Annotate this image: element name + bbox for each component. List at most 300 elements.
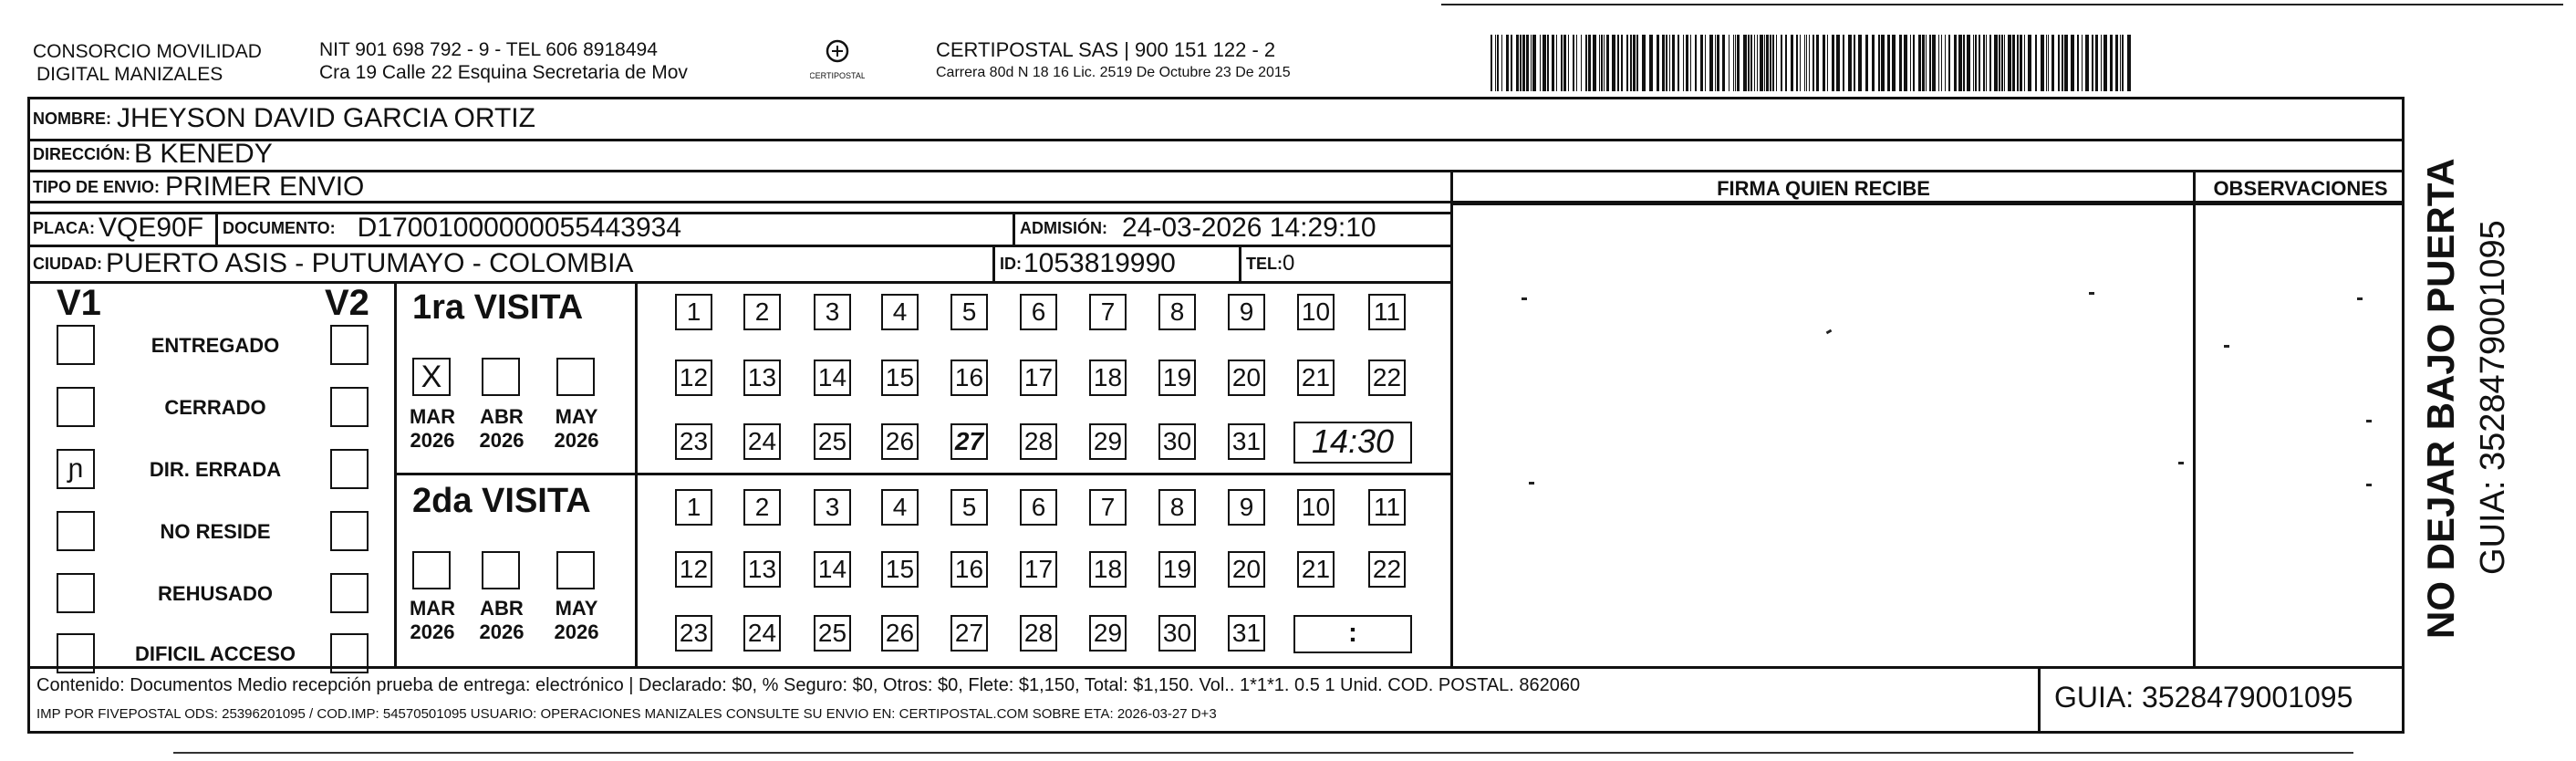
day-box-20[interactable]: 20: [1228, 360, 1265, 396]
day-box-2[interactable]: 2: [743, 489, 781, 526]
barcode-bar: [1743, 35, 1747, 91]
v1-checkbox[interactable]: ɲ: [57, 449, 95, 489]
day-box-11[interactable]: 11: [1368, 489, 1406, 526]
barcode-bar: [1994, 35, 1998, 91]
barcode-bar: [2064, 35, 2068, 91]
day-box-16[interactable]: 16: [950, 551, 988, 588]
company-line1: CONSORCIO MOVILIDAD: [33, 41, 262, 62]
field-placa: [33, 212, 203, 245]
footer-imp: IMP POR FIVEPOSTAL ODS: 25396201095 / COD.IMP: 54570501095 USUARIO: OPERACIONES MANIZALES CONSULTE SU ENVIO EN: CERTIPOSTAL.COM SOBRE ETA: 2026-03-27 D+3: [36, 706, 1217, 722]
visit1-title: 1ra VISITA: [412, 288, 584, 327]
barcode-bar: [1899, 35, 1902, 91]
day-box-24[interactable]: 24: [743, 423, 781, 460]
day-box-18[interactable]: 18: [1089, 360, 1127, 396]
barcode-icon: [1489, 35, 2138, 91]
barcode-bar: [1626, 35, 1628, 91]
barcode-bar: [1975, 35, 1977, 91]
day-box-5[interactable]: 5: [950, 489, 988, 526]
logo-icon: [810, 36, 865, 84]
month-name: ABR: [480, 405, 524, 428]
barcode-bar: [1904, 35, 1907, 91]
bottom-edge-line: [173, 752, 2353, 754]
month-label: [474, 597, 529, 644]
month-name: MAY: [555, 405, 598, 428]
day-box-8[interactable]: 8: [1158, 489, 1196, 526]
day-box-1[interactable]: 1: [675, 294, 712, 330]
day-box-13[interactable]: 13: [743, 551, 781, 588]
barcode-bar: [2028, 35, 2031, 91]
barcode-bar: [1547, 35, 1549, 91]
day-box-21[interactable]: 21: [1297, 360, 1335, 396]
barcode-bar: [2071, 35, 2074, 91]
barcode-bar: [1796, 35, 1798, 91]
visit2-time[interactable]: :: [1293, 615, 1412, 653]
barcode-bar: [1858, 35, 1862, 91]
footer-guia: GUIA: 3528479001095: [2054, 681, 2353, 714]
barcode-bar: [1776, 35, 1777, 91]
barcode-bar: [1599, 35, 1600, 91]
day-box-25[interactable]: 25: [814, 615, 851, 652]
barcode-bar: [1989, 35, 1991, 91]
tipo-label: TIPO DE ENVIO:: [33, 177, 161, 196]
barcode-bar: [1669, 35, 1670, 91]
day-box-22[interactable]: 22: [1368, 551, 1406, 588]
ciudad-label: CIUDAD:: [33, 254, 102, 273]
month-checkbox-mar[interactable]: X: [412, 358, 451, 396]
barcode-bar: [2004, 35, 2005, 91]
barcode-bar: [1806, 35, 1807, 91]
day-box-3[interactable]: 3: [814, 294, 851, 330]
barcode-bar: [1540, 35, 1541, 91]
barcode-bar: [2115, 35, 2118, 91]
day-box-8[interactable]: 8: [1158, 294, 1196, 330]
field-documento: [223, 212, 681, 245]
v1-checkbox[interactable]: [57, 511, 95, 551]
placa-value: VQE90F: [99, 213, 204, 243]
barcode-bar: [1770, 35, 1771, 91]
barcode-bar: [2035, 35, 2037, 91]
barcode-bar: [1954, 35, 1957, 91]
day-box-30[interactable]: 30: [1158, 615, 1196, 652]
barcode-bar: [1495, 35, 1496, 91]
row-divider: [394, 473, 1450, 475]
col-divider: [215, 212, 218, 245]
v2-checkbox[interactable]: [330, 449, 369, 489]
row-divider: [1450, 203, 2405, 205]
barcode-bar: [2001, 35, 2003, 91]
day-box-24[interactable]: 24: [743, 615, 781, 652]
row-divider: [27, 170, 2405, 172]
field-admision: [1020, 212, 1376, 245]
certipostal-logo: [810, 36, 865, 84]
day-box-31[interactable]: 31: [1228, 423, 1265, 460]
barcode-bar: [1617, 35, 1619, 91]
nombre-value: JHEYSON DAVID GARCIA ORTIZ: [117, 103, 535, 133]
v1-checkbox[interactable]: [57, 633, 95, 673]
day-box-1[interactable]: 1: [675, 489, 712, 526]
v2-checkbox[interactable]: [330, 633, 369, 673]
month-year: 2026: [554, 429, 599, 452]
month-year: 2026: [410, 429, 455, 452]
day-box-2[interactable]: 2: [743, 294, 781, 330]
barcode-bar: [1979, 35, 1980, 91]
barcode-bar: [1932, 35, 1936, 91]
barcode-bar: [1563, 35, 1566, 91]
nombre-label: NOMBRE:: [33, 109, 111, 128]
company-name: [33, 40, 262, 86]
day-box-11[interactable]: 11: [1368, 294, 1406, 330]
barcode-bar: [1781, 35, 1782, 91]
barcode-bar: [1542, 35, 1546, 91]
barcode-bar: [1772, 35, 1774, 91]
month-year: 2026: [410, 620, 455, 643]
barcode-bar: [1986, 35, 1987, 91]
barcode-bar: [1630, 35, 1632, 91]
barcode-bar: [1827, 35, 1828, 91]
placa-label: PLACA:: [33, 218, 95, 237]
top-edge-line: [1441, 4, 2563, 5]
v1-header: V1: [57, 283, 101, 323]
barcode-bar: [1757, 35, 1758, 91]
barcode-bar: [1722, 35, 1725, 91]
barcode-bar: [1511, 35, 1512, 91]
barcode-bar: [1809, 35, 1810, 91]
day-box-28[interactable]: 28: [1020, 615, 1057, 652]
status-label: DIFICIL ACCESO: [134, 642, 296, 665]
side-guia: GUIA: 3528479001095: [2474, 220, 2512, 575]
barcode-bar: [1813, 35, 1814, 91]
barcode-bar: [1491, 35, 1492, 91]
month-year: 2026: [479, 620, 525, 643]
barcode-bar: [1568, 35, 1569, 91]
field-tel: [1246, 246, 1294, 281]
barcode-bar: [1963, 35, 1965, 91]
status-label: DIR. ERRADA: [149, 458, 282, 481]
day-box-19[interactable]: 19: [1158, 551, 1196, 588]
barcode-bar: [1791, 35, 1793, 91]
barcode-bar: [2046, 35, 2047, 91]
v2-header: V2: [325, 283, 369, 323]
tipo-value: PRIMER ENVIO: [165, 172, 365, 202]
barcode-bar: [2048, 35, 2049, 91]
barcode-bar: [2082, 35, 2083, 91]
barcode-bar: [2008, 35, 2011, 91]
col-divider: [1239, 245, 1241, 281]
barcode-bar: [1848, 35, 1852, 91]
direccion-label: DIRECCIÓN:: [33, 144, 130, 163]
day-box-29[interactable]: 29: [1089, 615, 1127, 652]
barcode-bar: [1717, 35, 1719, 91]
barcode-bar: [2024, 35, 2025, 91]
day-box-7[interactable]: 7: [1089, 489, 1127, 526]
barcode-bar: [2120, 35, 2121, 91]
company-line2: DIGITAL MANIZALES: [36, 64, 223, 85]
col-divider: [992, 245, 995, 281]
barcode-bar: [1612, 35, 1615, 91]
barcode-bar: [1843, 35, 1844, 91]
barcode: [1489, 35, 2138, 91]
barcode-bar: [1522, 35, 1525, 91]
field-direccion: [33, 139, 273, 170]
month-label: [549, 597, 604, 644]
barcode-bar: [2058, 35, 2060, 91]
barcode-bar: [1881, 35, 1885, 91]
barcode-bar: [1532, 35, 1536, 91]
day-box-10[interactable]: 10: [1297, 294, 1335, 330]
barcode-bar: [1662, 35, 1665, 91]
barcode-bar: [1836, 35, 1840, 91]
barcode-bar: [2101, 35, 2102, 91]
barcode-bar: [2095, 35, 2098, 91]
barcode-bar: [1733, 35, 1734, 91]
barcode-bar: [2077, 35, 2079, 91]
barcode-bar: [1926, 35, 1927, 91]
day-box-4[interactable]: 4: [881, 489, 919, 526]
day-box-14[interactable]: 14: [814, 551, 851, 588]
month-label: [405, 405, 460, 453]
observaciones-header: OBSERVACIONES: [2213, 177, 2388, 200]
barcode-bar: [1709, 35, 1713, 91]
barcode-bar: [2020, 35, 2022, 91]
barcode-bar: [1520, 35, 1522, 91]
v1-checkbox[interactable]: [57, 325, 95, 365]
v1-checkbox[interactable]: [57, 387, 95, 427]
month-checkbox-may[interactable]: [556, 358, 595, 396]
barcode-bar: [1878, 35, 1880, 91]
barcode-bar: [1593, 35, 1596, 91]
day-box-23[interactable]: 23: [675, 615, 712, 652]
month-name: MAY: [555, 597, 598, 620]
day-box-9[interactable]: 9: [1228, 489, 1265, 526]
day-box-19[interactable]: 19: [1158, 360, 1196, 396]
barcode-bar: [1561, 35, 1563, 91]
v2-checkbox[interactable]: [330, 325, 369, 365]
barcode-bar: [1642, 35, 1646, 91]
barcode-bar: [1750, 35, 1752, 91]
barcode-bar: [1705, 35, 1706, 91]
day-box-6[interactable]: 6: [1020, 489, 1057, 526]
day-box-30[interactable]: 30: [1158, 423, 1196, 460]
barcode-bar: [2110, 35, 2113, 91]
barcode-bar: [1892, 35, 1896, 91]
day-box-16[interactable]: 16: [950, 360, 988, 396]
barcode-bar: [1948, 35, 1950, 91]
field-id: [1000, 246, 1176, 281]
field-tipo-envio: [33, 172, 364, 203]
day-box-26[interactable]: 26: [881, 423, 919, 460]
barcode-bar: [1585, 35, 1587, 91]
barcode-bar: [1506, 35, 1509, 91]
barcode-bar: [1526, 35, 1529, 91]
month-name: MAR: [409, 597, 456, 620]
col-divider: [1013, 212, 1015, 245]
barcode-bar: [1754, 35, 1755, 91]
month-checkbox-may[interactable]: [556, 551, 595, 589]
firma-header: FIRMA QUIEN RECIBE: [1717, 177, 1930, 200]
status-label: CERRADO: [164, 396, 266, 419]
day-box-17[interactable]: 17: [1020, 360, 1057, 396]
barcode-bar: [1700, 35, 1703, 91]
barcode-bar: [1764, 35, 1765, 91]
barcode-bar: [1683, 35, 1684, 91]
barcode-bar: [1666, 35, 1667, 91]
barcode-bar: [1922, 35, 1925, 91]
v2-checkbox[interactable]: [330, 387, 369, 427]
visit1-time[interactable]: 14:30: [1293, 422, 1412, 464]
status-label: REHUSADO: [158, 582, 273, 605]
barcode-bar: [2122, 35, 2124, 91]
v2-checkbox[interactable]: [330, 573, 369, 613]
day-box-15[interactable]: 15: [881, 360, 919, 396]
barcode-bar: [1973, 35, 1974, 91]
day-box-12[interactable]: 12: [675, 551, 712, 588]
barcode-bar: [1672, 35, 1675, 91]
col-divider: [2038, 666, 2041, 734]
barcode-bar: [1872, 35, 1875, 91]
barcode-bar: [1633, 35, 1636, 91]
barcode-bar: [1695, 35, 1697, 91]
barcode-bar: [2017, 35, 2019, 91]
day-box-9[interactable]: 9: [1228, 294, 1265, 330]
barcode-bar: [1929, 35, 1931, 91]
barcode-bar: [1573, 35, 1574, 91]
day-box-7[interactable]: 7: [1089, 294, 1127, 330]
barcode-bar: [1501, 35, 1502, 91]
day-box-17[interactable]: 17: [1020, 551, 1057, 588]
barcode-bar: [1887, 35, 1890, 91]
barcode-bar: [1556, 35, 1557, 91]
month-year: 2026: [479, 429, 525, 452]
month-label: [474, 405, 529, 453]
barcode-bar: [2051, 35, 2054, 91]
day-box-23[interactable]: 23: [675, 423, 712, 460]
barcode-bar: [1497, 35, 1499, 91]
month-checkbox-abr[interactable]: [482, 358, 520, 396]
month-checkbox-mar[interactable]: [412, 551, 451, 589]
day-box-3[interactable]: 3: [814, 489, 851, 526]
day-box-10[interactable]: 10: [1297, 489, 1335, 526]
row-divider: [27, 139, 2405, 141]
day-box-12[interactable]: 12: [675, 360, 712, 396]
barcode-bar: [1854, 35, 1855, 91]
month-label: [549, 405, 604, 453]
barcode-bar: [1748, 35, 1750, 91]
side-notice: NO DEJAR BAJO PUERTA: [2419, 158, 2462, 639]
documento-label: DOCUMENTO:: [223, 218, 336, 237]
barcode-bar: [1945, 35, 1946, 91]
barcode-bar: [1576, 35, 1577, 91]
v2-checkbox[interactable]: [330, 511, 369, 551]
day-box-14[interactable]: 14: [814, 360, 851, 396]
company-info: [319, 38, 688, 84]
logo-text: CERTIPOSTAL: [810, 71, 865, 80]
day-box-25[interactable]: 25: [814, 423, 851, 460]
barcode-bar: [1601, 35, 1603, 91]
carrier-address: Carrera 80d N 18 16 Lic. 2519 De Octubre 23 De 2015: [936, 65, 1291, 80]
row-divider: [27, 666, 2405, 669]
id-label: ID:: [1000, 254, 1022, 273]
barcode-bar: [1967, 35, 1970, 91]
barcode-bar: [1865, 35, 1868, 91]
col-divider: [1450, 170, 1453, 666]
month-checkbox-abr[interactable]: [482, 551, 520, 589]
admision-label: ADMISIÓN:: [1020, 218, 1107, 237]
documento-value: D17001000000055443934: [357, 213, 682, 243]
v1-checkbox[interactable]: [57, 573, 95, 613]
visit2-title: 2da VISITA: [412, 482, 591, 520]
barcode-bar: [1804, 35, 1805, 91]
barcode-bar: [1737, 35, 1740, 91]
barcode-bar: [1621, 35, 1623, 91]
barcode-bar: [1999, 35, 2000, 91]
barcode-bar: [1938, 35, 1939, 91]
day-box-20[interactable]: 20: [1228, 551, 1265, 588]
barcode-bar: [1531, 35, 1532, 91]
barcode-bar: [2012, 35, 2015, 91]
day-box-29[interactable]: 29: [1089, 423, 1127, 460]
id-value: 1053819990: [1023, 248, 1176, 278]
barcode-bar: [1800, 35, 1801, 91]
row-divider: [27, 281, 1450, 284]
day-box-31[interactable]: 31: [1228, 615, 1265, 652]
barcode-bar: [1910, 35, 1911, 91]
barcode-bar: [1941, 35, 1942, 91]
barcode-bar: [1823, 35, 1825, 91]
barcode-bar: [2103, 35, 2107, 91]
carrier-info: [936, 38, 1291, 84]
admision-value: 24-03-2026 14:29:10: [1122, 213, 1376, 243]
day-box-13[interactable]: 13: [743, 360, 781, 396]
barcode-bar: [1604, 35, 1605, 91]
month-name: ABR: [480, 597, 524, 620]
barcode-bar: [1552, 35, 1554, 91]
field-ciudad: [33, 246, 633, 281]
day-box-18[interactable]: 18: [1089, 551, 1127, 588]
barcode-bar: [1913, 35, 1915, 91]
barcode-bar: [1636, 35, 1638, 91]
barcode-bar: [2041, 35, 2044, 91]
day-box-5[interactable]: 5: [950, 294, 988, 330]
barcode-bar: [2062, 35, 2063, 91]
day-box-27[interactable]: 27: [950, 615, 988, 652]
day-box-21[interactable]: 21: [1297, 551, 1335, 588]
ciudad-value: PUERTO ASIS - PUTUMAYO - COLOMBIA: [106, 248, 634, 278]
barcode-bar: [1606, 35, 1609, 91]
barcode-bar: [1581, 35, 1582, 91]
barcode-bar: [1588, 35, 1591, 91]
day-box-26[interactable]: 26: [881, 615, 919, 652]
nit-phone: NIT 901 698 792 - 9 - TEL 606 8918494: [319, 39, 658, 60]
month-name: MAR: [409, 405, 456, 428]
barcode-bar: [1958, 35, 1962, 91]
day-box-4[interactable]: 4: [881, 294, 919, 330]
month-year: 2026: [554, 620, 599, 643]
barcode-bar: [1649, 35, 1653, 91]
day-box-15[interactable]: 15: [881, 551, 919, 588]
barcode-bar: [1832, 35, 1834, 91]
company-address: Cra 19 Calle 22 Esquina Secretaria de Mov: [319, 62, 688, 83]
day-box-27[interactable]: 27: [950, 423, 988, 460]
day-box-28[interactable]: 28: [1020, 423, 1057, 460]
day-box-22[interactable]: 22: [1368, 360, 1406, 396]
barcode-bar: [1516, 35, 1519, 91]
footer-content: Contenido: Documentos Medio recepción prueba de entrega: electrónico | Declarado: $0, % Seguro: $0, Otros: $0, Flete: $1,150, Total: $1,150. Vol.. 1*1*1. 0.5 1 Unid. COD. POSTAL. 862060: [36, 675, 1581, 695]
day-box-6[interactable]: 6: [1020, 294, 1057, 330]
barcode-bar: [1690, 35, 1691, 91]
barcode-bar: [1983, 35, 1985, 91]
barcode-bar: [1657, 35, 1659, 91]
barcode-bar: [1715, 35, 1716, 91]
